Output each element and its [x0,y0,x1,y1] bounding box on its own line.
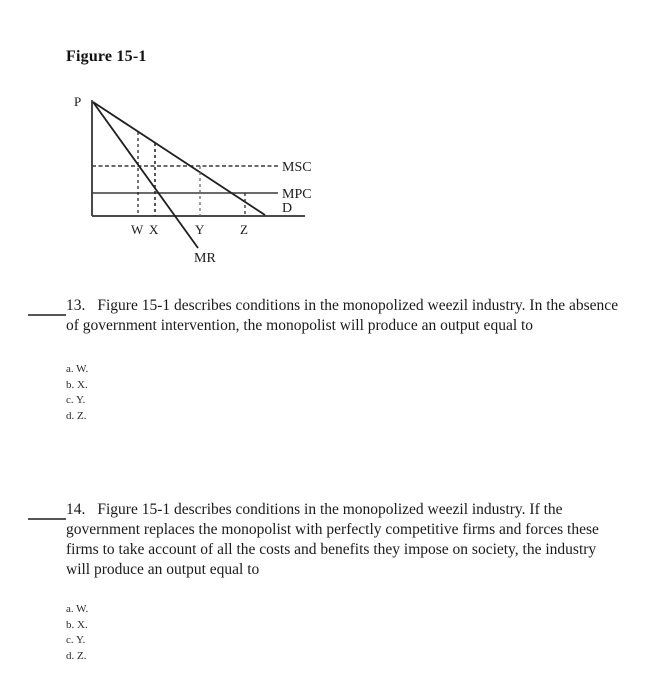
tick-label-y: Y [195,222,205,237]
question-14-body [66,500,622,581]
chart-svg [60,88,390,268]
question-13-options [66,362,88,424]
y-axis-label: P [74,94,82,109]
option-d[interactable]: d. Z. [66,649,87,662]
option-d[interactable]: d. Z. [66,409,87,422]
option-b[interactable]: b. X. [66,618,88,631]
question-14-options [66,602,88,664]
figure-15-1-chart [60,88,390,268]
answer-blank-14[interactable] [28,518,66,520]
question-14-number: 14. [66,501,86,518]
option-a[interactable]: a. W. [66,603,89,615]
answer-blank-13[interactable] [28,314,66,316]
question-13-body [66,296,622,336]
option-c[interactable]: c. Y. [66,394,86,407]
question-13-text: Figure 15-1 describes conditions in the monopolized weezil industry. In the absence of government intervention, the monopolist will produce an output equal to [66,297,619,335]
option-a[interactable]: a. W. [66,363,89,375]
option-b[interactable]: b. X. [66,378,88,391]
option-c[interactable]: c. Y. [66,634,86,647]
msc-label: MSC [282,160,312,175]
tick-label-w: W [131,222,144,237]
figure-title: Figure 15-1 [66,48,147,65]
tick-label-z: Z [240,222,248,237]
demand-label: D [282,201,293,216]
mpc-label: MPC [282,187,312,202]
demand-curve [93,102,265,215]
marginal-revenue-label: MR [194,251,216,266]
marginal-revenue-curve [93,102,198,248]
question-14-text: Figure 15-1 describes conditions in the monopolized weezil industry. If the government replaces the monopolist with perfectly competitive firms and forces these firms to take account of all the costs and benefits they impose on society, the industry will produce an output equal to [66,501,599,579]
tick-label-x: X [149,222,159,237]
question-13-number: 13. [66,297,86,314]
